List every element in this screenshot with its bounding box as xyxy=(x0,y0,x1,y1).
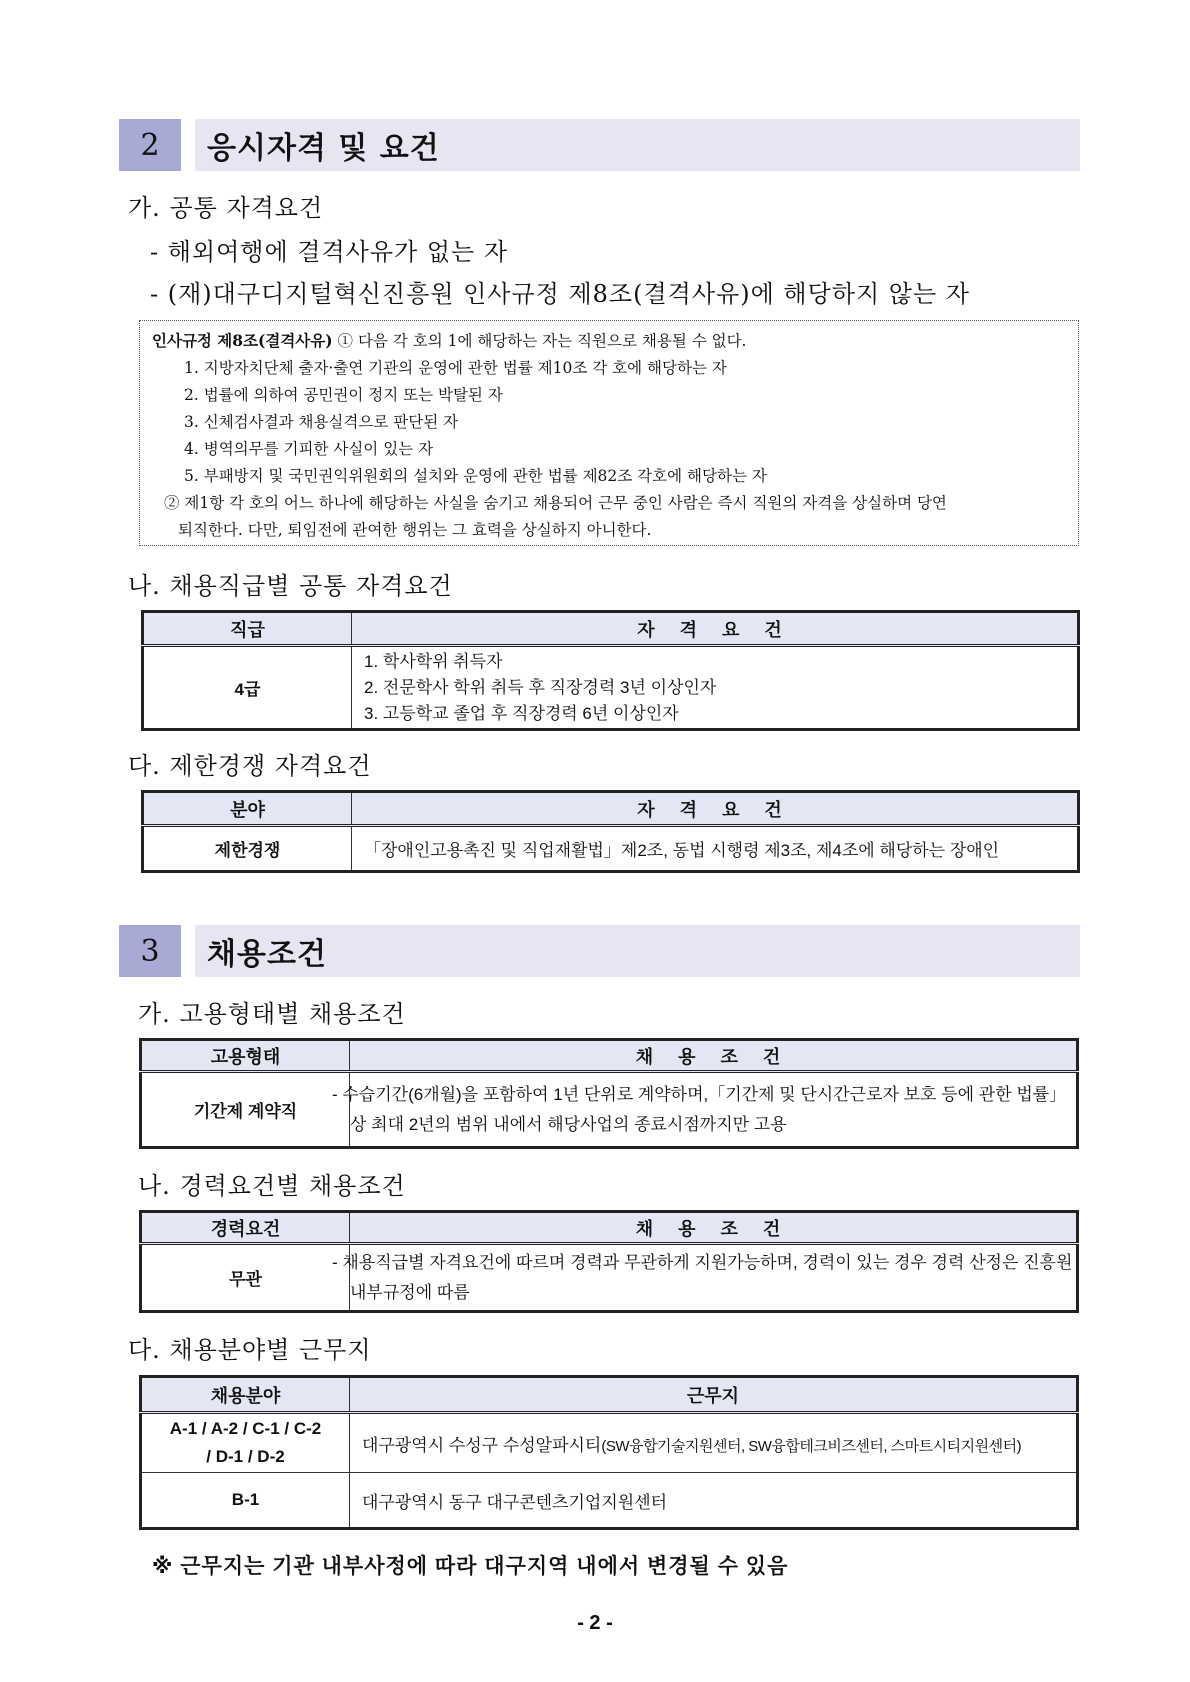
field-line: / D-1 / D-2 xyxy=(206,1447,285,1466)
list-item: 1. 학사학위 취득자 xyxy=(364,651,503,671)
condition-cell: - 채용직급별 자격요건에 따르며 경력과 무관하게 지원가능하며, 경력이 있는 경우 경력 산정은 진흥원 내부규정에 따름 xyxy=(350,1244,1078,1312)
employment-type-cell: 기간제 계약직 xyxy=(141,1072,350,1148)
section-number: 3 xyxy=(119,925,181,977)
section-3-header xyxy=(119,925,1080,977)
workplace-detail: (SW융합기술지원센터, SW융합테크비즈센터, 스마트시티지원센터) xyxy=(601,1437,1022,1455)
career-table xyxy=(139,1210,1079,1313)
workplace-cell: 대구광역시 동구 대구콘텐츠기업지원센터 xyxy=(350,1473,1078,1529)
subheading-career: 나. 경력요건별 채용조건 xyxy=(138,1172,406,1200)
workplace-table xyxy=(139,1375,1079,1530)
page-number: - 2 - xyxy=(577,1612,613,1634)
requirement-cell: 「장애인고용촉진 및 직업재활법」제2조, 동법 시행령 제3조, 제4조에 해당하는 장애인 xyxy=(352,826,1079,872)
table-header: 자 격 요 건 xyxy=(352,792,1079,826)
career-cell: 무관 xyxy=(141,1244,350,1312)
grade-cell: 4급 xyxy=(143,646,352,730)
table-header: 채 용 조 건 xyxy=(350,1040,1078,1072)
list-item: 3. 고등학교 졸업 후 직장경력 6년 이상인자 xyxy=(364,703,679,723)
table-header: 채 용 조 건 xyxy=(350,1212,1078,1244)
section-title: 응시자격 및 요건 xyxy=(195,119,1080,171)
table-header: 고용형태 xyxy=(141,1040,350,1072)
table-header: 채용분야 xyxy=(141,1377,350,1413)
subheading-common-requirements: 가. 공통 자격요건 xyxy=(128,194,324,222)
section-title: 채용조건 xyxy=(195,925,1080,977)
regulation-item: 5. 부패방지 및 국민권익위원회의 설치와 운영에 관한 법률 제82조 각호에 해당하는 자 xyxy=(184,467,767,485)
workplace-cell xyxy=(350,1413,1078,1473)
bullet-item: - (재)대구디지털혁신진흥원 인사규정 제8조(결격사유)에 해당하지 않는 자 xyxy=(150,280,970,308)
field-line: A-1 / A-2 / C-1 / C-2 xyxy=(169,1419,322,1438)
list-item: 2. 전문학사 학위 취득 후 직장경력 3년 이상인자 xyxy=(364,677,717,697)
regulation-clause: ① 다음 각 호의 1에 해당하는 자는 직원으로 채용될 수 없다. xyxy=(332,332,747,350)
subheading-grade-requirements: 나. 채용직급별 공통 자격요건 xyxy=(128,572,453,600)
bullet-item: - 해외여행에 결격사유가 없는 자 xyxy=(150,238,509,266)
field-cell xyxy=(141,1413,350,1473)
section-number: 2 xyxy=(119,119,181,171)
subheading-restricted-competition: 다. 제한경쟁 자격요건 xyxy=(128,752,372,780)
field-cell: B-1 xyxy=(141,1473,350,1529)
table-header: 직급 xyxy=(143,612,352,646)
subheading-employment-type: 가. 고용형태별 채용조건 xyxy=(138,1000,406,1028)
regulation-item: 2. 법률에 의하여 공민권이 정지 또는 박탈된 자 xyxy=(184,386,503,404)
regulation-title: 인사규정 제8조(결격사유) xyxy=(152,331,333,350)
subheading-workplace: 다. 채용분야별 근무지 xyxy=(128,1336,372,1364)
condition-cell: - 수습기간(6개월)을 포함하여 1년 단위로 계약하며,「기간제 및 단시간근로자 보호 등에 관한 법률」상 최대 2년의 범위 내에서 해당사업의 종료시점까지만 고용 xyxy=(350,1072,1078,1148)
regulation-item: 3. 신체검사결과 채용실격으로 판단된 자 xyxy=(184,413,459,431)
regulation-box xyxy=(139,320,1079,546)
field-cell: 제한경쟁 xyxy=(143,826,352,872)
table-header: 자 격 요 건 xyxy=(352,612,1079,646)
table-header: 분야 xyxy=(143,792,352,826)
grade-requirements-table xyxy=(141,610,1080,731)
regulation-clause-2-cont: 퇴직한다. 다만, 퇴임전에 관여한 행위는 그 효력을 상실하지 아니한다. xyxy=(178,521,652,539)
table-header: 근무지 xyxy=(350,1377,1078,1413)
section-2-header xyxy=(119,119,1080,171)
restricted-competition-table xyxy=(141,790,1080,873)
table-header: 경력요건 xyxy=(141,1212,350,1244)
workplace-address: 대구광역시 수성구 수성알파시티 xyxy=(362,1435,602,1455)
regulation-item: 4. 병역의무를 기피한 사실이 있는 자 xyxy=(184,440,434,458)
regulation-item: 1. 지방자치단체 출자·출연 기관의 운영에 관한 법률 제10조 각 호에 해당하는 자 xyxy=(184,359,727,377)
employment-type-table xyxy=(139,1038,1079,1149)
requirements-cell xyxy=(352,646,1079,730)
workplace-note: ※ 근무지는 기관 내부사정에 따라 대구지역 내에서 변경될 수 있음 xyxy=(152,1555,789,1578)
regulation-clause-2: ② 제1항 각 호의 어느 하나에 해당하는 사실을 숨기고 채용되어 근무 중인 사람은 즉시 직원의 자격을 상실하며 당연 xyxy=(164,494,947,512)
